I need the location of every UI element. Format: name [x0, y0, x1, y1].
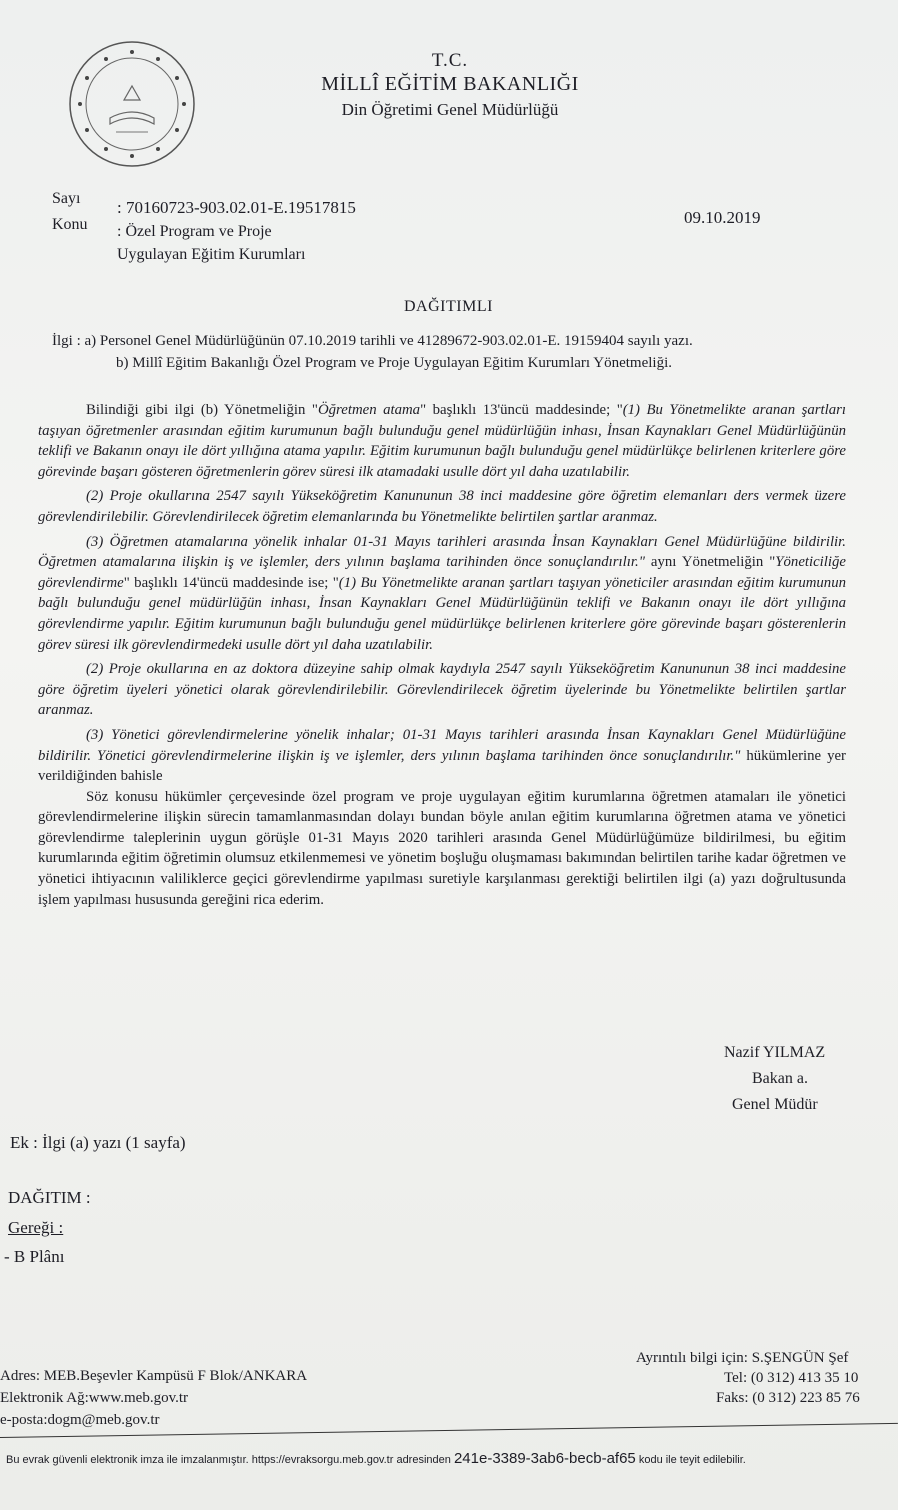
paragraph-4: (2) Proje okullarına en az doktora düzeyine sahip olmak kaydıyla 2547 sayılı Yükseköğretim Kanununun 38 inci maddesine göre öğretim üyeleri yönetici olarak görevlendirilebilir. Görevlendirilecek öğretim üyelerinde bu Yönetmelikte belirtilen şartlar aranmaz. [38, 661, 846, 719]
sayi-value: : 70160723-903.02.01-E.19517815 [117, 198, 356, 217]
header-country: T.C. [431, 50, 469, 71]
konu-line-1: : Özel Program ve Proje [117, 223, 272, 240]
distribution-list-heading: DAĞITIM : [8, 1188, 91, 1207]
header-directorate: Din Öğretimi Genel Müdürlüğü [341, 100, 559, 119]
paragraph-6: Söz konusu hükümler çerçevesinde özel program ve proje uygulayan eğitim kurumlarına öğretmen atamaları ile yönetici görevlendirmelerine ilişkin sürecin tamamlanmasından dolayı bundan böyle anılan eğitim kurumlarına öğretmen atama ve yönetici görevlendirme taleplerinin uygun görüşle 01-31 Mayıs 2020 tarihleri arasında Genel Müdürlüğümüze bildirilmesi, bu eğitim kurumlarında eğitim öğretimin olumsuz etkilenmemesi ve yönetim boşluğu oluşmaması bakımından belirtilen tarihe kadar öğretmen ve yönetici ihtiyacının valiliklerce geçici görevlendirme yapılması suretiyle karşılanması gerektiği belirtilen ilgi (a) yazı doğrultusunda işlem yapılması hususunda gereğini rica ederim. [38, 788, 846, 908]
reference-a: İlgi : a) Personel Genel Müdürlüğünün 07.10.2019 tarihli ve 41289672-903.02.01-E. 19159404 sayılı yazı. [52, 333, 693, 349]
distribution-plan: - B Plânı [4, 1247, 65, 1266]
paragraph-2: (2) Proje okullarına 2547 sayılı Yükseköğretim Kanununun 38 inci maddesine göre öğretim elemanları ders vermek üzere görevlendirilebilir. Görevlendirilecek öğretim elemanlarında bu Yönetmelikte belirtilen şartlar aranmaz. [38, 488, 846, 525]
signatory-name: Nazif YILMAZ [724, 1044, 826, 1061]
reference-b: b) Millî Eğitim Bakanlığı Özel Program ve Proje Uygulayan Eğitim Kurumları Yönetmeliği. [116, 355, 673, 371]
document-date: 09.10.2019 [684, 208, 761, 227]
attachment: Ek : İlgi (a) yazı (1 sayfa) [10, 1133, 186, 1152]
footer-fax: Faks: (0 312) 223 85 76 [716, 1390, 860, 1406]
header-ministry: MİLLÎ EĞİTİM BAKANLIĞI [321, 73, 579, 95]
footer-contact: Ayrıntılı bilgi için: S.ŞENGÜN Şef [636, 1350, 849, 1366]
konu-label: Konu [52, 216, 88, 233]
signatory-on-behalf: Bakan a. [752, 1070, 808, 1087]
paragraph-5: (3) Yönetici görevlendirmelerine yönelik inhalar; 01-31 Mayıs tarihleri arasında İnsan Kaynakları Genel Müdürlüğüne bildirilir. Yönetici görevlendirmelerine ilişkin iş ve işlemler, ders yılının başlama tarihinden önce sonuçlandırılır." hükümlerine yer verildiğinden bahisle [38, 726, 846, 785]
footer-email: e-posta:dogm@meb.gov.tr [0, 1412, 160, 1428]
footer-web: Elektronik Ağ:www.meb.gov.tr [0, 1390, 189, 1406]
footer-address: Adres: MEB.Beşevler Kampüsü F Blok/ANKARA [0, 1368, 308, 1384]
sayi-label: Sayı [52, 190, 81, 207]
konu-value [117, 220, 305, 266]
verification-note: Bu evrak güvenli elektronik imza ile imzalanmıştır. https://evraksorgu.meb.gov.tr adresinden 241e-3389-3ab6-becb-af65 kodu ile teyit edilebilir. [6, 1450, 746, 1467]
references [52, 330, 693, 374]
verification-code: 241e-3389-3ab6-becb-af65 [453, 1450, 636, 1467]
distribution-gereği: Gereği : [8, 1218, 64, 1237]
konu-line-2: Uygulayan Eğitim Kurumları [117, 246, 306, 263]
paragraph-1: Bilindiği gibi ilgi (b) Yönetmeliğin "Öğretmen atama" başlıklı 13'üncü maddesinde; "(1) Bu Yönetmelikte aranan şartları taşıyan öğretmenler arasından eğitim kurumunun bağlı bulunduğu genel müdürlüğün inhası, İnsan Kaynakları Genel Müdürlüğünün teklifi ve Bakanın onayı ile dört yıllığına atama yapılır. Eğitim kurumunun bağlı bulunduğu genel müdürlükçe belirlenen kriterlere göre görevinde başarı gösteren öğretmenlerin görev süresi ilk atamadaki usulle dört yıl daha uzatılabilir. [38, 402, 846, 480]
ministry-seal-icon [66, 38, 198, 170]
signatory-title: Genel Müdür [732, 1096, 818, 1113]
letter-body [38, 400, 846, 910]
distribution-heading: DAĞITIMLI [404, 298, 493, 315]
paragraph-3: (3) Öğretmen atamalarına yönelik inhalar 01-31 Mayıs tarihleri arasında İnsan Kaynakları Genel Müdürlüğüne bildirilir. Öğretmen atamalarına ilişkin iş ve işlemler, ders yılının başlama tarihinden önce sonuçlandırılır." aynı Yönetmeliğin "Yöneticiliğe görevlendirme" başlıklı 14'üncü maddesinde ise; "(1) Bu Yönetmelikte aranan şartları taşıyan yöneticiler arasından eğitim kurumunun bağlı bulunduğu genel müdürlüğün inhası, İnsan Kaynakları Genel Müdürlüğünün teklifi ve Bakanın onayı ile dört yıllığına görevlendirme yapılır. Eğitim kurumunun bağlı bulunduğu genel müdürlükçe belirlenen kriterlere göre görevinde başarı gösterenlerin görev süresi ilk görevlendirmedeki usulle dört yıl daha uzatılabilir. [38, 533, 846, 653]
footer-phone: Tel: (0 312) 413 35 10 [724, 1370, 859, 1386]
